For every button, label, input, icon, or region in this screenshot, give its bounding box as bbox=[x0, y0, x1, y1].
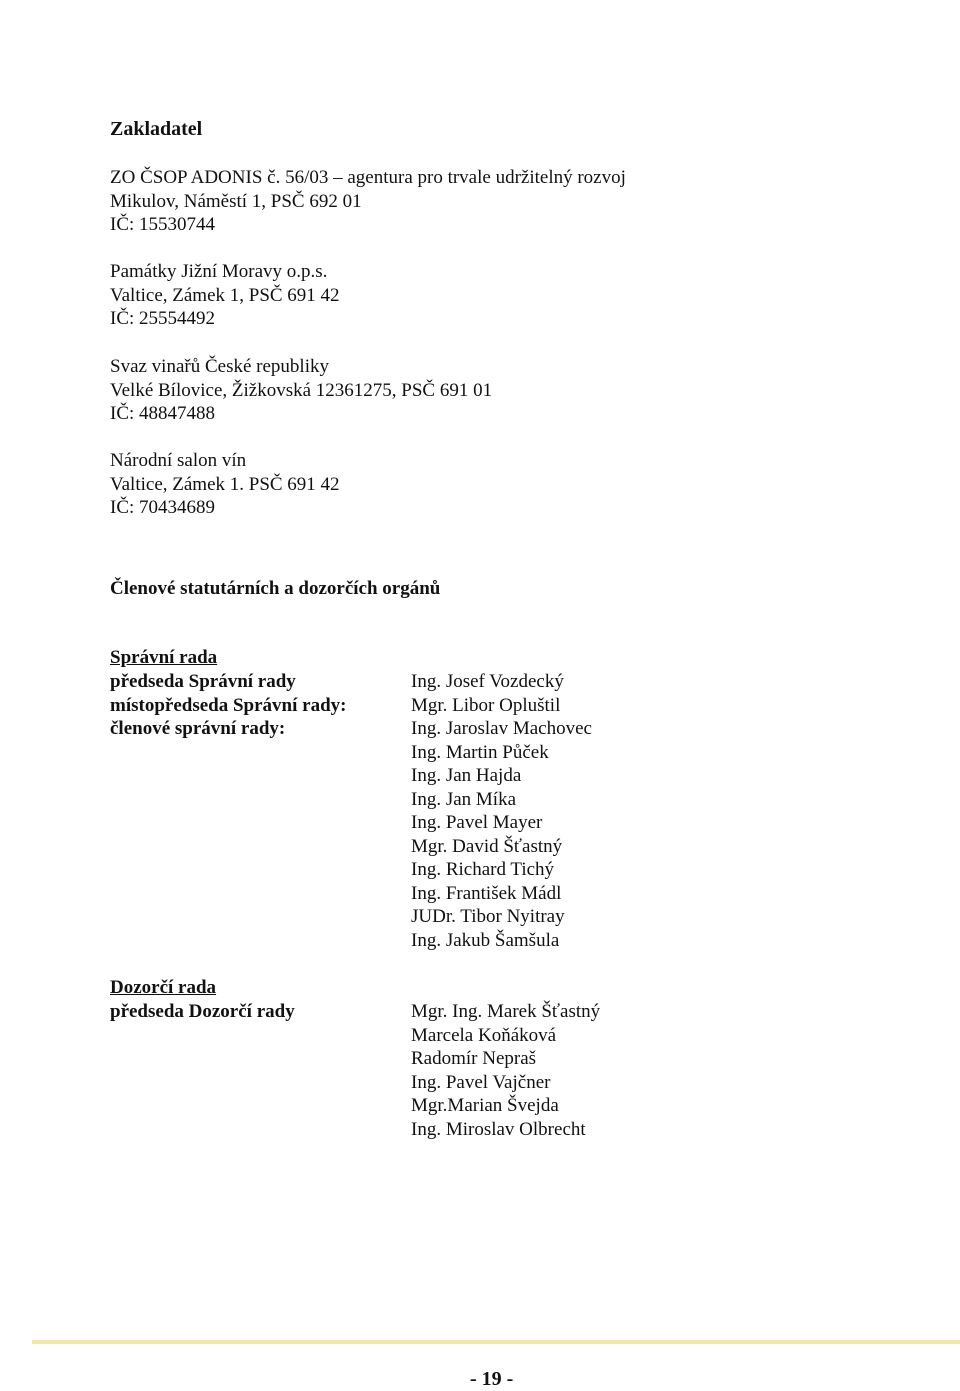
supervisory-names bbox=[411, 1000, 600, 1141]
page-number: - 19 - bbox=[470, 1368, 514, 1390]
role-label: členové správní rady: bbox=[110, 718, 286, 739]
org-line: IČ: 15530744 bbox=[110, 214, 216, 235]
founder-org-3 bbox=[110, 355, 492, 426]
member-name: Ing. Martin Půček bbox=[411, 741, 549, 763]
member-name: Marcela Koňáková bbox=[411, 1024, 557, 1046]
org-line: Památky Jižní Moravy o.p.s. bbox=[110, 261, 328, 282]
founder-heading: Zakladatel bbox=[110, 118, 203, 140]
board-roles bbox=[110, 670, 346, 741]
org-line: IČ: 70434689 bbox=[110, 497, 216, 518]
founder-org-1 bbox=[110, 166, 626, 237]
org-line: Velké Bílovice, Žižkovská 12361275, PSČ 691 01 bbox=[110, 379, 493, 401]
member-name: Ing. Josef Vozdecký bbox=[411, 671, 564, 692]
org-line: IČ: 48847488 bbox=[110, 403, 216, 424]
supervisory-roles bbox=[110, 1000, 295, 1024]
member-name: Ing. Miroslav Olbrecht bbox=[411, 1118, 586, 1140]
role-label: místopředseda Správní rady: bbox=[110, 694, 347, 716]
org-line: Mikulov, Náměstí 1, PSČ 692 01 bbox=[110, 190, 362, 212]
member-name: Ing. Richard Tichý bbox=[411, 859, 555, 880]
members-heading: Členové statutárních a dozorčích orgánů bbox=[110, 578, 441, 599]
role-label: předseda Správní rady bbox=[110, 671, 296, 692]
footer-divider bbox=[32, 1340, 960, 1344]
member-name: Ing. Pavel Vajčner bbox=[411, 1071, 551, 1093]
role-label: předseda Dozorčí rady bbox=[110, 1001, 295, 1022]
member-name: JUDr. Tibor Nyitray bbox=[411, 906, 565, 927]
member-name: Ing. Jan Hajda bbox=[411, 765, 522, 786]
board-title: Správní rada bbox=[110, 647, 218, 668]
member-name: Mgr. Ing. Marek Šťastný bbox=[411, 1001, 601, 1022]
org-line: Národní salon vín bbox=[110, 450, 247, 471]
org-line: IČ: 25554492 bbox=[110, 308, 216, 329]
member-name: Radomír Nepraš bbox=[411, 1048, 537, 1069]
founder-org-2 bbox=[110, 260, 340, 331]
member-name: Mgr.Marian Švejda bbox=[411, 1095, 559, 1116]
member-name: Ing. František Mádl bbox=[411, 882, 562, 904]
supervisory-title: Dozorčí rada bbox=[110, 977, 217, 998]
member-name: Ing. Jan Míka bbox=[411, 788, 517, 810]
member-name: Mgr. David Šťastný bbox=[411, 835, 563, 857]
org-line: ZO ČSOP ADONIS č. 56/03 – agentura pro trvale udržitelný rozvoj bbox=[110, 167, 626, 188]
member-name: Ing. Jakub Šamšula bbox=[411, 929, 560, 951]
board-names bbox=[411, 670, 592, 952]
org-line: Svaz vinařů České republiky bbox=[110, 356, 329, 377]
org-line: Valtice, Zámek 1. PSČ 691 42 bbox=[110, 473, 340, 495]
member-name: Ing. Jaroslav Machovec bbox=[411, 718, 592, 739]
member-name: Ing. Pavel Mayer bbox=[411, 812, 543, 833]
founder-org-4 bbox=[110, 449, 340, 520]
member-name: Mgr. Libor Opluštil bbox=[411, 694, 561, 716]
org-line: Valtice, Zámek 1, PSČ 691 42 bbox=[110, 284, 340, 306]
